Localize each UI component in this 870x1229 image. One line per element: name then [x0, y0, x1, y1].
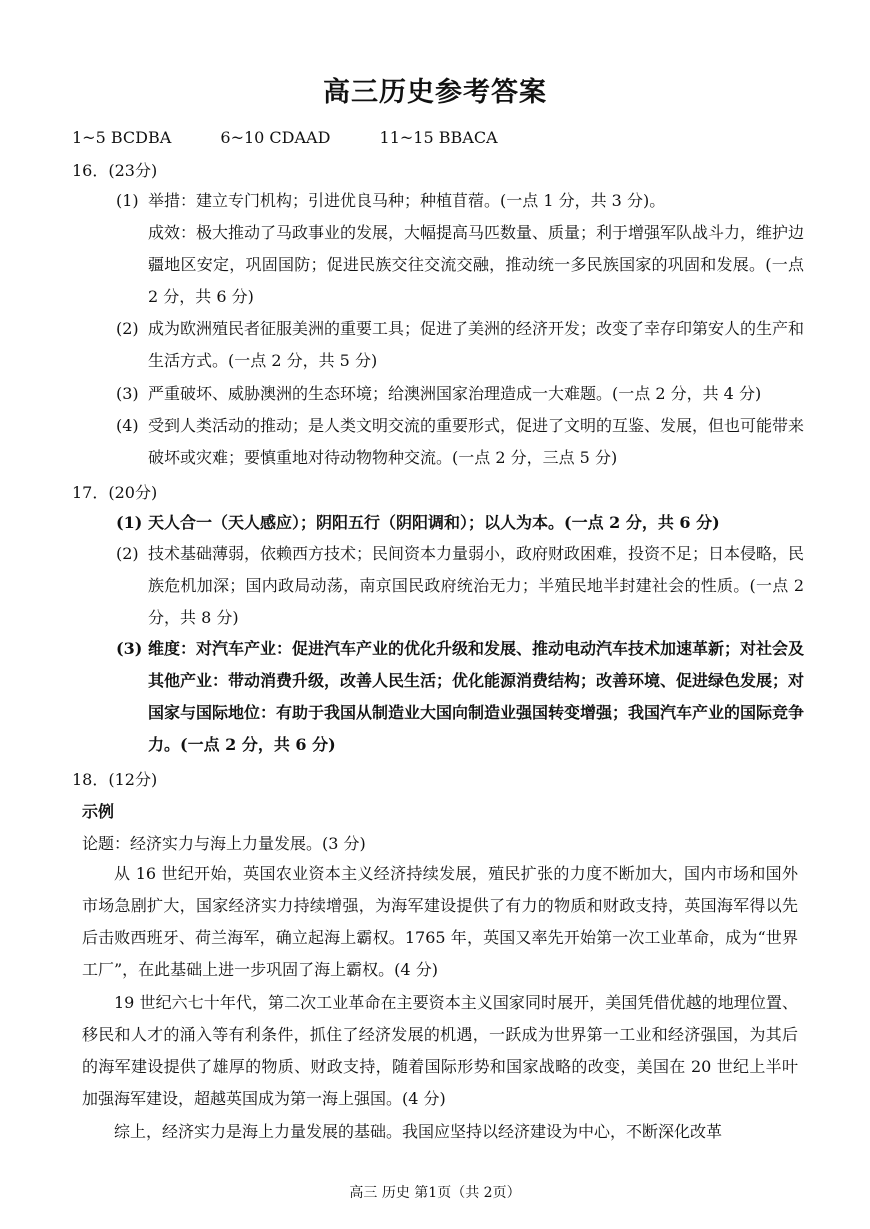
q17-item-3-text: 维度：对汽车产业：促进汽车产业的优化升级和发展、推动电动汽车技术加速革新；对社会及其他产业：带动消费升级，改善人民生活；优化能源消费结构；改善环境、促进绿色发展；对国家与国际地位：有助于我国从制造业大国向制造业强国转变增强；我国汽车产业的国际竞争力。(一点 2 分，共 6 分): [148, 639, 805, 754]
q18-paragraph-2: 19 世纪六七十年代，第二次工业革命在主要资本主义国家同时展开，美国凭借优越的地理位置、移民和人才的涌入等有利条件，抓住了经济发展的机遇，一跃成为世界第一工业和经济强国，为其后的海军建设提供了雄厚的物质、财政支持，随着国际形势和国家战略的改变，美国在 20 世纪上半叶加强海军建设，超越英国成为第一海上强国。(4 分): [82, 993, 798, 1108]
q18-paragraph-1: 从 16 世纪开始，英国农业资本主义经济持续发展，殖民扩张的力度不断加大，国内市场和国外市场急剧扩大，国家经济实力持续增强，为海军建设提供了有力的物质和财政支持，英国海军得以先后击败西班牙、荷兰海军，确立起海上霸权。1765 年，英国又率先开始第一次工业革命，成为“世界工厂”，在此基础上进一步巩固了海上霸权。(4 分): [82, 864, 798, 979]
q16-item-2-number: (2): [116, 319, 139, 338]
q16-item-1: [116, 185, 804, 313]
page-footer: 高三 历史 第1页（共 2页）: [349, 1185, 521, 1201]
q17-item-2: [116, 538, 804, 634]
q16-item-3: [116, 378, 804, 410]
q17-item-2-number: (2): [116, 544, 139, 563]
q17-item-1-text: 天人合一（天人感应）；阴阳五行（阴阳调和）；以人为本。(一点 2 分，共 6 分): [148, 513, 720, 532]
q18-thesis: 论题：经济实力与海上力量发展。(3 分): [82, 834, 366, 853]
q16-item-4-text: 受到人类活动的推动；是人类文明交流的重要形式，促进了文明的互鉴、发展，但也可能带来破坏或灾难；要慎重地对待动物物种交流。(一点 2 分，三点 5 分): [148, 416, 805, 467]
q18-example-label: 示例: [82, 802, 115, 821]
page-title: 高三历史参考答案: [323, 77, 547, 108]
q16-item-1-effects: 成效：极大推动了马政事业的发展，大幅提高马匹数量、质量；利于增强军队战斗力，维护边疆地区安定，巩固国防；促进民族交往交流交融，推动统一多民族国家的巩固和发展。(一点 2 分，共 6 分): [148, 223, 805, 306]
q16-item-3-number: (3): [116, 384, 139, 403]
q16-heading: 16．(23分): [72, 161, 158, 180]
q16-item-2: [116, 313, 804, 377]
q17-item-1-number: (1): [116, 513, 143, 532]
q18-paragraph-3: 综上，经济实力是海上力量发展的基础。我国应坚持以经济建设为中心，不断深化改革: [114, 1122, 723, 1141]
mc-group-3: 11~15 BBACA: [379, 128, 498, 147]
q18-heading: 18．(12分): [72, 770, 158, 789]
mc-group-1: 1~5 BCDBA: [72, 128, 172, 147]
q17-item-1: [116, 507, 804, 539]
multiple-choice-answers: [72, 128, 498, 147]
q17-item-3-number: (3): [116, 639, 143, 658]
q16-item-2-text: 成为欧洲殖民者征服美洲的重要工具；促进了美洲的经济开发；改变了幸存印第安人的生产和生活方式。(一点 2 分，共 5 分): [148, 319, 805, 370]
q17-item-3: [116, 633, 804, 761]
q16-item-1-number: (1): [116, 191, 139, 210]
q16-item-4-number: (4): [116, 416, 139, 435]
q17-heading: 17．(20分): [72, 483, 158, 502]
q16-item-4: [116, 410, 804, 474]
q17-item-2-text: 技术基础薄弱，依赖西方技术；民间资本力量弱小，政府财政困难，投资不足；日本侵略，民族危机加深；国内政局动荡，南京国民政府统治无力；半殖民地半封建社会的性质。(一点 2 分，共 8 分): [148, 544, 805, 627]
q16-item-1-measures: 举措：建立专门机构；引进优良马种；种植苜蓿。(一点 1 分，共 3 分)。: [148, 191, 666, 210]
q16-item-3-text: 严重破坏、威胁澳洲的生态环境；给澳洲国家治理造成一大难题。(一点 2 分，共 4 分): [148, 384, 762, 403]
mc-group-2: 6~10 CDAAD: [220, 128, 331, 147]
